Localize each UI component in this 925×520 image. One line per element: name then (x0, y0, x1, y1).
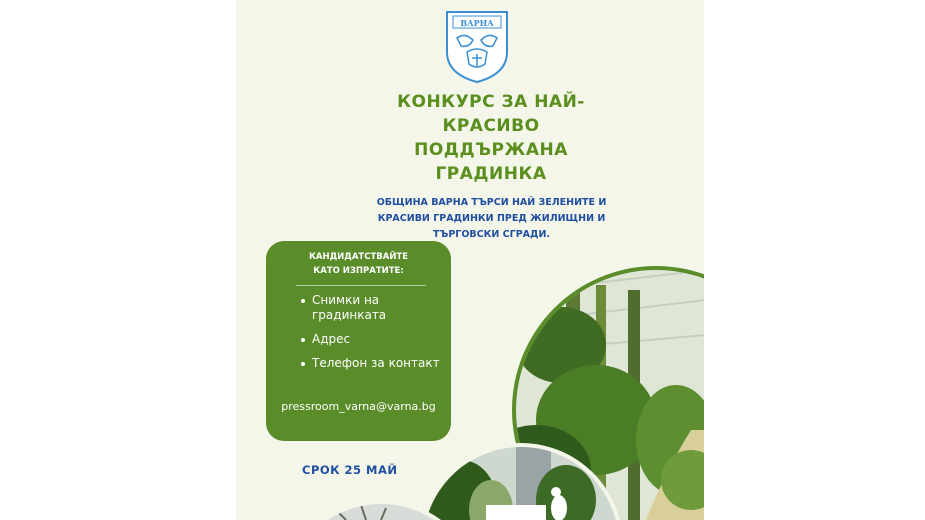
title-line: КРАСИВО (442, 116, 540, 136)
poster (236, 0, 704, 520)
subtitle-line: КРАСИВИ ГРАДИНКИ ПРЕД ЖИЛИЩНИ И (377, 213, 606, 224)
card-heading-line: КАТО ИЗПРАТИТЕ: (313, 266, 404, 276)
poster-title (336, 90, 646, 186)
card-heading (266, 250, 451, 278)
requirements-list (312, 293, 447, 380)
card-heading-line: КАНДИДАТСТВАЙТЕ (308, 252, 409, 262)
subtitle-line: ОБЩИНА ВАРНА ТЪРСИ НАЙ ЗЕЛЕНИТЕ И (376, 197, 607, 208)
card-divider (296, 285, 426, 286)
subtitle-line: ТЪРГОВСКИ СГРАДИ. (432, 229, 551, 240)
title-line: ГРАДИНКА (435, 164, 547, 184)
title-line: ПОДДЪРЖАНА (414, 140, 568, 160)
title-line: КОНКУРС ЗА НАЙ- (397, 92, 585, 112)
poster-subtitle (354, 195, 629, 243)
email-link[interactable]: pressroom_varna@varna.bg (281, 400, 436, 413)
list-item: Снимки на градинката (312, 293, 447, 323)
list-item: Телефон за контакт (312, 356, 447, 371)
list-item: Адрес (312, 332, 447, 347)
crest-text: ВАРНА (460, 18, 494, 28)
varna-crest-logo (443, 8, 511, 84)
application-card (266, 241, 451, 441)
deadline-text: СРОК 25 МАЙ (302, 463, 398, 477)
